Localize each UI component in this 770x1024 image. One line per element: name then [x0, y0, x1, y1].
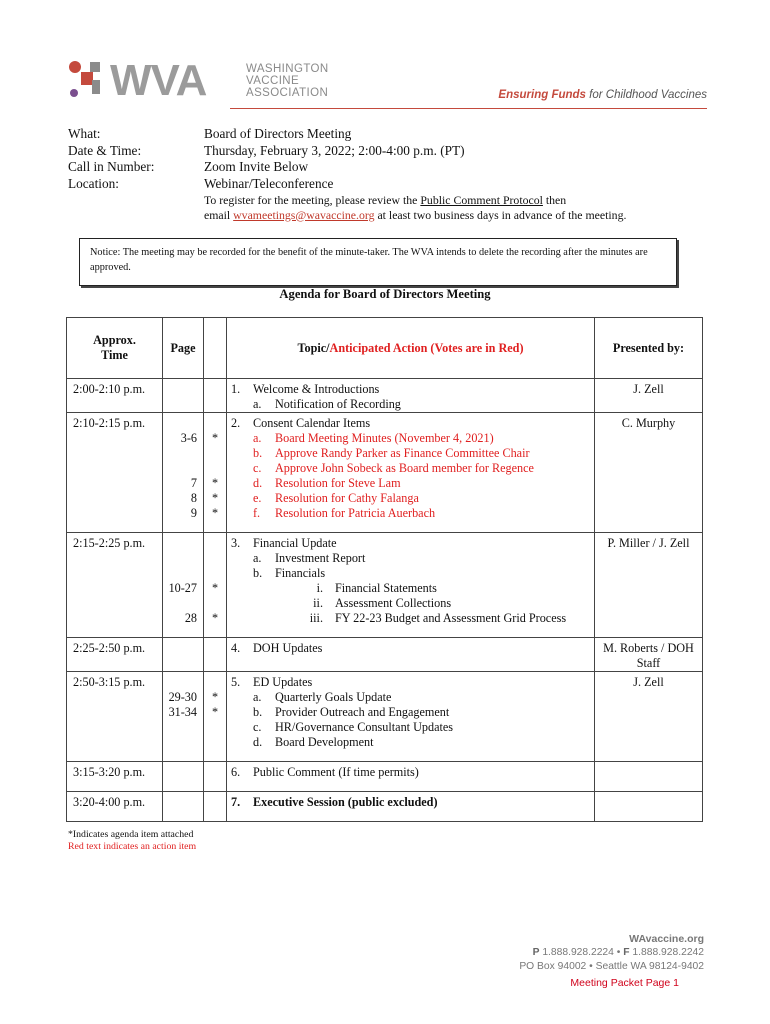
logo-dot-red — [69, 61, 81, 73]
agenda-presenter: M. Roberts / DOH Staff — [595, 638, 703, 672]
agenda-attached-marker — [204, 397, 226, 412]
agenda-subitem — [227, 431, 594, 446]
agenda-subitem — [227, 596, 594, 611]
agenda-subitem — [227, 720, 594, 735]
agenda-attached-marker: * — [211, 611, 219, 625]
agenda-time: 2:50-3:15 p.m. — [67, 672, 163, 762]
agenda-item-marker: b. — [253, 446, 263, 460]
website[interactable]: WAvaccine.org — [629, 933, 704, 945]
agenda-attached-marker — [204, 675, 226, 690]
agenda-item-text: DOH Updates — [253, 641, 323, 655]
agenda-item-text: Approve John Sobeck as Board member for Regence — [275, 461, 534, 475]
agenda-topic-cell — [227, 413, 595, 533]
agenda-item — [227, 416, 594, 431]
agenda-item-text: Consent Calendar Items — [253, 416, 371, 430]
agenda-item-marker: 1. — [231, 382, 241, 396]
agenda-attached-marker — [204, 566, 226, 581]
agenda-topic-cell — [227, 672, 595, 762]
agenda-page-cell — [163, 413, 204, 533]
header-rule — [230, 108, 707, 109]
org-name-line-1: WASHINGTON — [246, 63, 329, 75]
public-comment-protocol-link[interactable]: Public Comment Protocol — [420, 193, 543, 207]
agenda-attached-cell — [204, 762, 227, 792]
agenda-row — [67, 379, 703, 413]
agenda-attached-marker — [204, 446, 226, 461]
agenda-time: 3:20-4:00 p.m. — [67, 792, 163, 822]
agenda-item-text: HR/Governance Consultant Updates — [275, 720, 454, 734]
agenda-page-number — [163, 566, 203, 581]
agenda-row — [67, 533, 703, 638]
agenda-page-number — [163, 416, 203, 431]
logo-square-red — [81, 72, 93, 85]
agenda-item-marker: 5. — [231, 675, 241, 689]
agenda-topic-cell — [227, 762, 595, 792]
agenda-subitem — [227, 551, 594, 566]
agenda-page-cell — [163, 792, 204, 822]
logo-dot-purple — [70, 89, 78, 97]
agenda-item-text: Resolution for Cathy Falanga — [275, 491, 419, 505]
agenda-item-marker: a. — [253, 690, 262, 704]
agenda-item-marker: a. — [253, 431, 262, 445]
agenda-item-text: Resolution for Steve Lam — [275, 476, 401, 490]
meeting-info-value: Zoom Invite Below — [204, 159, 309, 174]
agenda-row — [67, 638, 703, 672]
agenda-title: Agenda for Board of Directors Meeting — [279, 287, 491, 301]
agenda-attached-cell — [204, 638, 227, 672]
agenda-presenter — [595, 762, 703, 792]
meeting-info — [68, 126, 465, 192]
agenda-page-cell — [163, 672, 204, 762]
agenda-attached-marker — [204, 596, 226, 611]
agenda-page-number: 3-6 — [180, 431, 197, 445]
agenda-item-marker: 4. — [231, 641, 241, 655]
footnotes — [68, 829, 196, 853]
agenda-page-number — [163, 641, 203, 656]
agenda-time: 2:15-2:25 p.m. — [67, 533, 163, 638]
address: PO Box 94002 • Seattle WA 98124-9402 — [519, 961, 704, 972]
header-page: Page — [163, 318, 204, 379]
meeting-info-value: Webinar/Teleconference — [204, 175, 334, 191]
agenda-time: 2:25-2:50 p.m. — [67, 638, 163, 672]
agenda-attached-marker: * — [211, 581, 219, 595]
agenda-time: 3:15-3:20 p.m. — [67, 762, 163, 792]
agenda-item-text: Provider Outreach and Engagement — [275, 705, 450, 719]
agenda-page-number: 7 — [190, 476, 197, 490]
agenda-header-row — [67, 318, 703, 379]
agenda-subitem — [227, 461, 594, 476]
logo-square-gray2 — [92, 80, 100, 94]
agenda-subitem — [227, 491, 594, 506]
agenda-page-cell — [163, 762, 204, 792]
agenda-item — [227, 675, 594, 690]
agenda-item-text: Notification of Recording — [275, 397, 401, 411]
agenda-time: 2:10-2:15 p.m. — [67, 413, 163, 533]
agenda-page-number — [163, 720, 203, 735]
meeting-info-value: Board of Directors Meeting — [204, 126, 352, 141]
agenda-subitem — [227, 506, 594, 521]
agenda-attached-marker — [204, 765, 226, 780]
header-topic: Topic/Anticipated Action (Votes are in Red) — [227, 318, 595, 379]
agenda-item-text: ED Updates — [253, 675, 313, 689]
agenda-item — [227, 795, 594, 810]
agenda-row — [67, 413, 703, 533]
agenda-table — [66, 317, 703, 822]
agenda-item-marker: b. — [253, 705, 263, 719]
agenda-presenter: J. Zell — [595, 672, 703, 762]
agenda-item — [227, 641, 594, 656]
tagline — [498, 89, 707, 101]
logo-wordmark: WVA — [110, 58, 207, 105]
agenda-item-text: Investment Report — [275, 551, 366, 565]
agenda-item-marker: 3. — [231, 536, 241, 550]
agenda-item-text: FY 22-23 Budget and Assessment Grid Process — [335, 611, 567, 625]
header-presented-by: Presented by: — [595, 318, 703, 379]
org-name-line-3: ASSOCIATION — [246, 87, 329, 99]
meeting-info-value: Thursday, February 3, 2022; 2:00-4:00 p.m. (PT) — [204, 142, 465, 158]
agenda-attached-marker: * — [211, 705, 219, 719]
agenda-attached-marker: * — [211, 431, 219, 445]
agenda-item — [227, 536, 594, 551]
recording-notice: Notice: The meeting may be recorded for the benefit of the minute-taker. The WVA intends to delete the recording after the minutes are approved. — [79, 238, 677, 286]
agenda-page-number — [163, 536, 203, 551]
agenda-attached-cell — [204, 672, 227, 762]
agenda-page-number: 9 — [190, 506, 197, 520]
agenda-page-cell — [163, 379, 204, 413]
meeting-info-label: Call in Number: — [68, 159, 155, 174]
meeting-info-label: Date & Time: — [68, 142, 142, 158]
tagline-rest: for Childhood Vaccines — [589, 89, 707, 101]
agenda-page-number — [163, 765, 203, 780]
agenda-item-marker: d. — [253, 735, 263, 749]
agenda-item-text: Resolution for Patricia Auerbach — [275, 506, 436, 520]
agenda-subitem — [227, 446, 594, 461]
agenda-item-marker: iii. — [309, 611, 323, 625]
agenda-attached-marker — [204, 735, 226, 750]
agenda-presenter — [595, 792, 703, 822]
agenda-attached-cell — [204, 533, 227, 638]
meeting-info-row — [68, 176, 465, 193]
agenda-page-number — [163, 675, 203, 690]
agenda-item-text: Quarterly Goals Update — [275, 690, 392, 704]
agenda-topic-cell — [227, 638, 595, 672]
agenda-item-text: Public Comment (If time permits) — [253, 765, 419, 779]
meeting-info-row — [68, 126, 465, 143]
tagline-bold: Ensuring Funds — [498, 89, 586, 101]
agenda-attached-marker: * — [211, 476, 219, 490]
agenda-topic-cell — [227, 792, 595, 822]
phone-fax: P 1.888.928.2224 • F 1.888.928.2242 — [532, 947, 704, 958]
agenda-subitem — [227, 705, 594, 720]
agenda-attached-marker — [204, 551, 226, 566]
agenda-attached-marker — [204, 720, 226, 735]
agenda-page-cell — [163, 638, 204, 672]
agenda-item-text: Assessment Collections — [335, 596, 452, 610]
agenda-attached-marker — [204, 641, 226, 656]
agenda-item-text: Board Meeting Minutes (November 4, 2021) — [275, 431, 494, 445]
agenda-topic-cell — [227, 379, 595, 413]
agenda-item-marker: b. — [253, 566, 263, 580]
footnote-attached: *Indicates agenda item attached — [68, 829, 194, 840]
meeting-info-label: Location: — [68, 175, 119, 191]
email-link[interactable]: wvameetings@wavaccine.org — [233, 207, 375, 222]
agenda-page-number — [163, 382, 203, 397]
header-star — [204, 318, 227, 379]
agenda-page-number — [163, 446, 203, 461]
agenda-attached-marker — [204, 416, 226, 431]
agenda-page-number — [163, 461, 203, 476]
contact-block — [519, 932, 704, 974]
agenda-page-number — [163, 551, 203, 566]
agenda-row — [67, 672, 703, 762]
agenda-attached-cell — [204, 379, 227, 413]
agenda-page-cell — [163, 533, 204, 638]
agenda-page-number: 28 — [184, 611, 197, 625]
agenda-subitem — [227, 735, 594, 750]
agenda-item-text: Financials — [275, 566, 326, 580]
agenda-topic-cell — [227, 533, 595, 638]
agenda-item-marker: a. — [253, 397, 262, 411]
agenda-presenter: P. Miller / J. Zell — [595, 533, 703, 638]
agenda-attached-marker — [204, 382, 226, 397]
agenda-attached-marker — [204, 795, 226, 810]
registration-note: To register for the meeting, please review the Public Comment Protocol then email wvameetings@wavaccine.org at least two business days in advance of the meeting. — [204, 193, 627, 222]
agenda-subitem — [227, 581, 594, 596]
agenda-page-number: 10-27 — [168, 581, 197, 595]
agenda-item-marker: c. — [253, 720, 262, 734]
agenda-attached-cell — [204, 792, 227, 822]
agenda-presenter: J. Zell — [595, 379, 703, 413]
agenda-attached-cell — [204, 413, 227, 533]
agenda-presenter: C. Murphy — [595, 413, 703, 533]
agenda-page-number — [163, 795, 203, 810]
meeting-info-label: What: — [68, 126, 101, 141]
agenda-item — [227, 382, 594, 397]
agenda-subitem — [227, 566, 594, 581]
footnote-red: Red text indicates an action item — [68, 841, 197, 852]
agenda-time: 2:00-2:10 p.m. — [67, 379, 163, 413]
agenda-subitem — [227, 611, 594, 626]
agenda-page-number: 8 — [190, 491, 197, 505]
agenda-row — [67, 762, 703, 792]
agenda-page-number — [163, 596, 203, 611]
agenda-page-number: 31-34 — [168, 705, 197, 719]
agenda-item-marker: c. — [253, 461, 262, 475]
agenda-page-number — [163, 735, 203, 750]
org-name — [246, 63, 329, 99]
agenda-item-marker: 2. — [231, 416, 241, 430]
agenda-item-text: Approve Randy Parker as Finance Committee Chair — [275, 446, 530, 460]
agenda-attached-marker: * — [211, 491, 219, 505]
header-time — [67, 318, 163, 379]
agenda-subitem — [227, 476, 594, 491]
agenda-item-marker: d. — [253, 476, 263, 490]
meeting-info-row — [68, 143, 465, 160]
agenda-page-number — [163, 397, 203, 412]
agenda-item-text: Executive Session (public excluded) — [253, 795, 438, 809]
agenda-item-marker: i. — [316, 581, 323, 595]
packet-page-number: Meeting Packet Page 1 — [570, 977, 679, 989]
agenda-item-text: Financial Statements — [335, 581, 437, 595]
agenda-row — [67, 792, 703, 822]
agenda-attached-marker: * — [211, 690, 219, 704]
agenda-attached-marker — [204, 461, 226, 476]
agenda-item-marker: ii. — [313, 596, 323, 610]
agenda-item-marker: f. — [253, 506, 261, 520]
agenda-item-text: Financial Update — [253, 536, 337, 550]
meeting-info-row — [68, 159, 465, 176]
agenda-attached-marker — [204, 536, 226, 551]
agenda-item-marker: e. — [253, 491, 262, 505]
agenda-item — [227, 765, 594, 780]
org-name-line-2: VACCINE — [246, 75, 300, 87]
agenda-attached-marker: * — [211, 506, 219, 520]
agenda-item-marker: 7. — [231, 795, 241, 809]
agenda-subitem — [227, 690, 594, 705]
agenda-item-text: Board Development — [275, 735, 374, 749]
agenda-page-number: 29-30 — [168, 690, 197, 704]
header-time-label: Approx. Time — [93, 333, 136, 362]
agenda-item-text: Welcome & Introductions — [253, 382, 380, 396]
agenda-item-marker: 6. — [231, 765, 241, 779]
agenda-item-marker: a. — [253, 551, 262, 565]
logo-square-gray — [90, 62, 100, 72]
agenda-subitem — [227, 397, 594, 412]
